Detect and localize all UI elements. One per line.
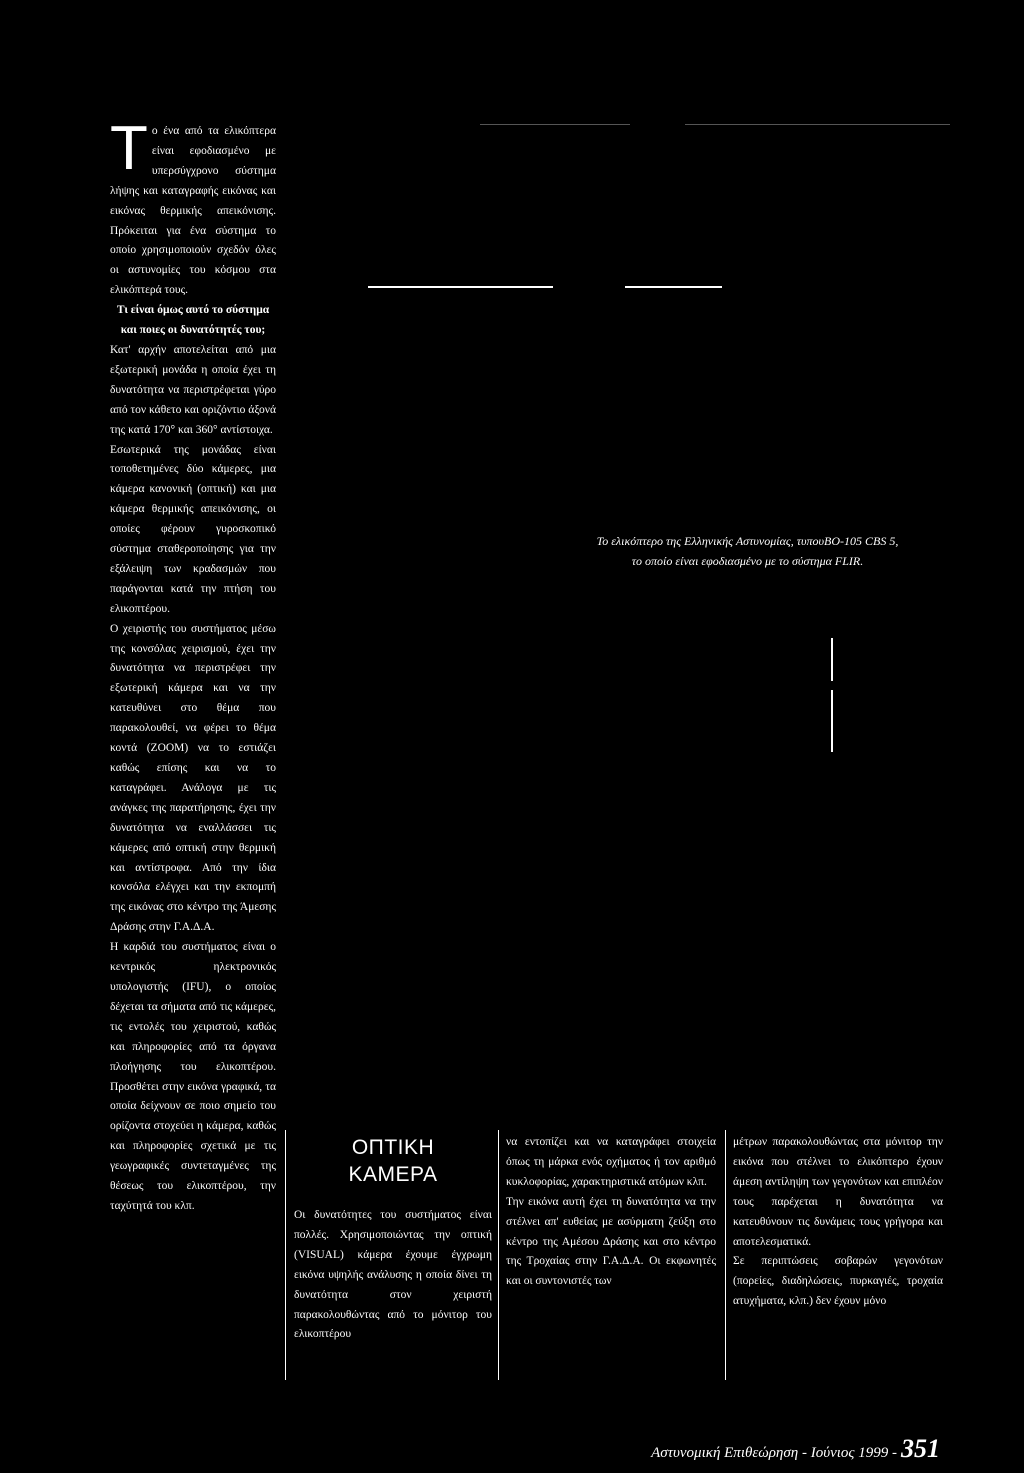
paragraph-3: Ο χειριστής του συστήματος μέσω της κονσόλας χειρισμού, έχει την δυνατότητα να περιστρέφει την εξωτερική κάμερα και να την κατευθύνει στο θέμα που παρακολουθεί, να φέρει το θέμα κοντά (ZOOM) να το εστιάζει καθώς επίσης και να το καταγράφει. Ανάλογα με τις ανάγκες της παρατήρησης, έχει την δυνατότητα να εναλλάσσει τις κάμερες από οπτική στην θερμική και αντίστροφα. Από την ίδια κονσόλα ελέγχει και την εκπομπή της εικόνας στο κέντρο της Άμεσης Δράσης στην Γ.Α.Δ.Α. <box>110 622 276 934</box>
column-c-paragraph-1: να εντοπίζει και να καταγράφει στοιχεία όπως τη μάρκα ενός οχήματος ή τον αριθμό κυκλοφορίας, χαρακτηριστικά ατόμων κλπ. <box>506 1136 716 1188</box>
heading-line-2: ΚΑΜΕΡΑ <box>348 1163 438 1186</box>
caption-line-1: Το ελικόπτερο της Ελληνικής Αστυνομίας, τυπουΒΟ-105 CBS 5, <box>596 534 899 548</box>
journal-name: Αστυνομική Επιθεώρηση - Ιούνιος 1999 - <box>651 1445 897 1461</box>
article-left-column <box>110 114 276 1217</box>
paragraph-4: Η καρδιά του συστήματος είναι ο κεντρικός ηλεκτρονικός υπολογιστής (IFU), ο οποίος δέχεται τα σήματα από τις κάμερες, τις εντολές του χειριστού, καθώς και πληροφορίες από τα όργανα πλοήγησης του ελικοπτέρου. Προσθέτει στην εικόνα γραφικά, τα οποία δείχνουν σε ποιο σημείο του ορίζοντα στοχεύει η κάμερα, καθώς και πληροφορίες σχετικά με τις γεωγραφικές συντεταγμένες της θέσεως του ελικοπτέρου, την ταχύτητά του κλπ. <box>110 941 276 1212</box>
heading-line-1: ΟΠΤΙΚΗ <box>351 1136 435 1159</box>
page-number: 351 <box>901 1434 940 1463</box>
column-b-text: Οι δυνατότητες του συστήματος είναι πολλές. Χρησιμοποιώντας την οπτική (VISUAL) κάμερα έχουμε έγχρωμη εικόνα υψηλής ανάλυσης η οποία δίνει τη δυνατότητα στον χειριστή παρακολουθώντας από το μόνιτορ του ελικοπτέρου <box>294 1209 492 1341</box>
photo-caption <box>530 531 965 571</box>
page-footer <box>620 1434 940 1464</box>
paragraph-2: Εσωτερικά της μονάδας είναι τοποθετημένες δύο κάμερες, μια κάμερα κανονική (οπτική) και μια κάμερα θερμικής απεικόνισης, οι οποίες φέρουν γυροσκοπικό σύστημα σταθεροποίησης για την εξάλειψη των κραδασμών που παράγονται κατά την πτήση του ελικοπτέρου. <box>110 443 276 615</box>
photo-edge <box>685 124 950 125</box>
column-d <box>733 1133 943 1312</box>
column-c-paragraph-2: Την εικόνα αυτή έχει τη δυνατότητα να την στέλνει απ' ευθείας με ασύρματη ζεύξη στο κέντρο της Αμέσου Δράσης και στο κέντρο της Τροχαίας στην Γ.Α.Δ.Α. Οι εκφωνητές και οι συντονιστές των <box>506 1195 716 1288</box>
question-heading: Τι είναι όμως αυτό το σύστημα και ποιες οι δυνατότητές του; <box>116 304 270 337</box>
paragraph-1: Κατ' αρχήν αποτελείται από μια εξωτερική μονάδα η οποία έχει τη δυνατότητα να περιστρέφεται γύρο από τον κάθετο και οριζόντιο άξονά της κατά 170° και 360° αντίστοιχα. <box>110 343 276 436</box>
dropcap: Τ <box>110 114 148 183</box>
column-c <box>506 1133 716 1292</box>
column-divider-mid <box>498 1130 499 1380</box>
rotor-blade-right <box>625 286 722 288</box>
column-d-paragraph-1: μέτρων παρακολουθώντας στα μόνιτορ την εικόνα που στέλνει το ελικόπτερο έχουν άμεση αντίληψη των γεγονότων και επιπλέον τους παρέχεται η δυνατότητα να κατευθύνουν τις δυνάμεις τους γρήγορα και αποτελεσματικά. <box>733 1136 943 1248</box>
photo-mark <box>831 690 833 752</box>
column-divider-right <box>725 1130 726 1380</box>
caption-line-2: το οποίο είναι εφοδιασμένο με το σύστημα FLIR. <box>631 554 864 568</box>
lead-paragraph <box>110 114 276 301</box>
column-b <box>294 1206 492 1345</box>
rotor-blade-left <box>368 286 553 288</box>
section-heading <box>294 1134 492 1188</box>
column-divider-left <box>285 1130 286 1380</box>
column-d-paragraph-2: Σε περιπτώσεις σοβαρών γεγονότων (πορείες, διαδηλώσεις, πυρκαγιές, τροχαία ατυχήματα, κλπ.) δεν έχουν μόνο <box>733 1255 943 1308</box>
photo-edge <box>480 124 630 125</box>
photo-mark <box>831 638 833 681</box>
lead-text: ο ένα από τα ελικόπτερα είναι εφοδιασμένο με υπερσύγχρονο σύστημα λήψης και καταγραφής εικόνας και εικόνας θερμικής απεικόνισης. Πρόκειται για ένα σύστημα το οποίο χρησιμοποιούν σχεδόν όλες οι αστυνομίες του κόσμου στα ελικόπτερά τους. <box>110 125 276 297</box>
